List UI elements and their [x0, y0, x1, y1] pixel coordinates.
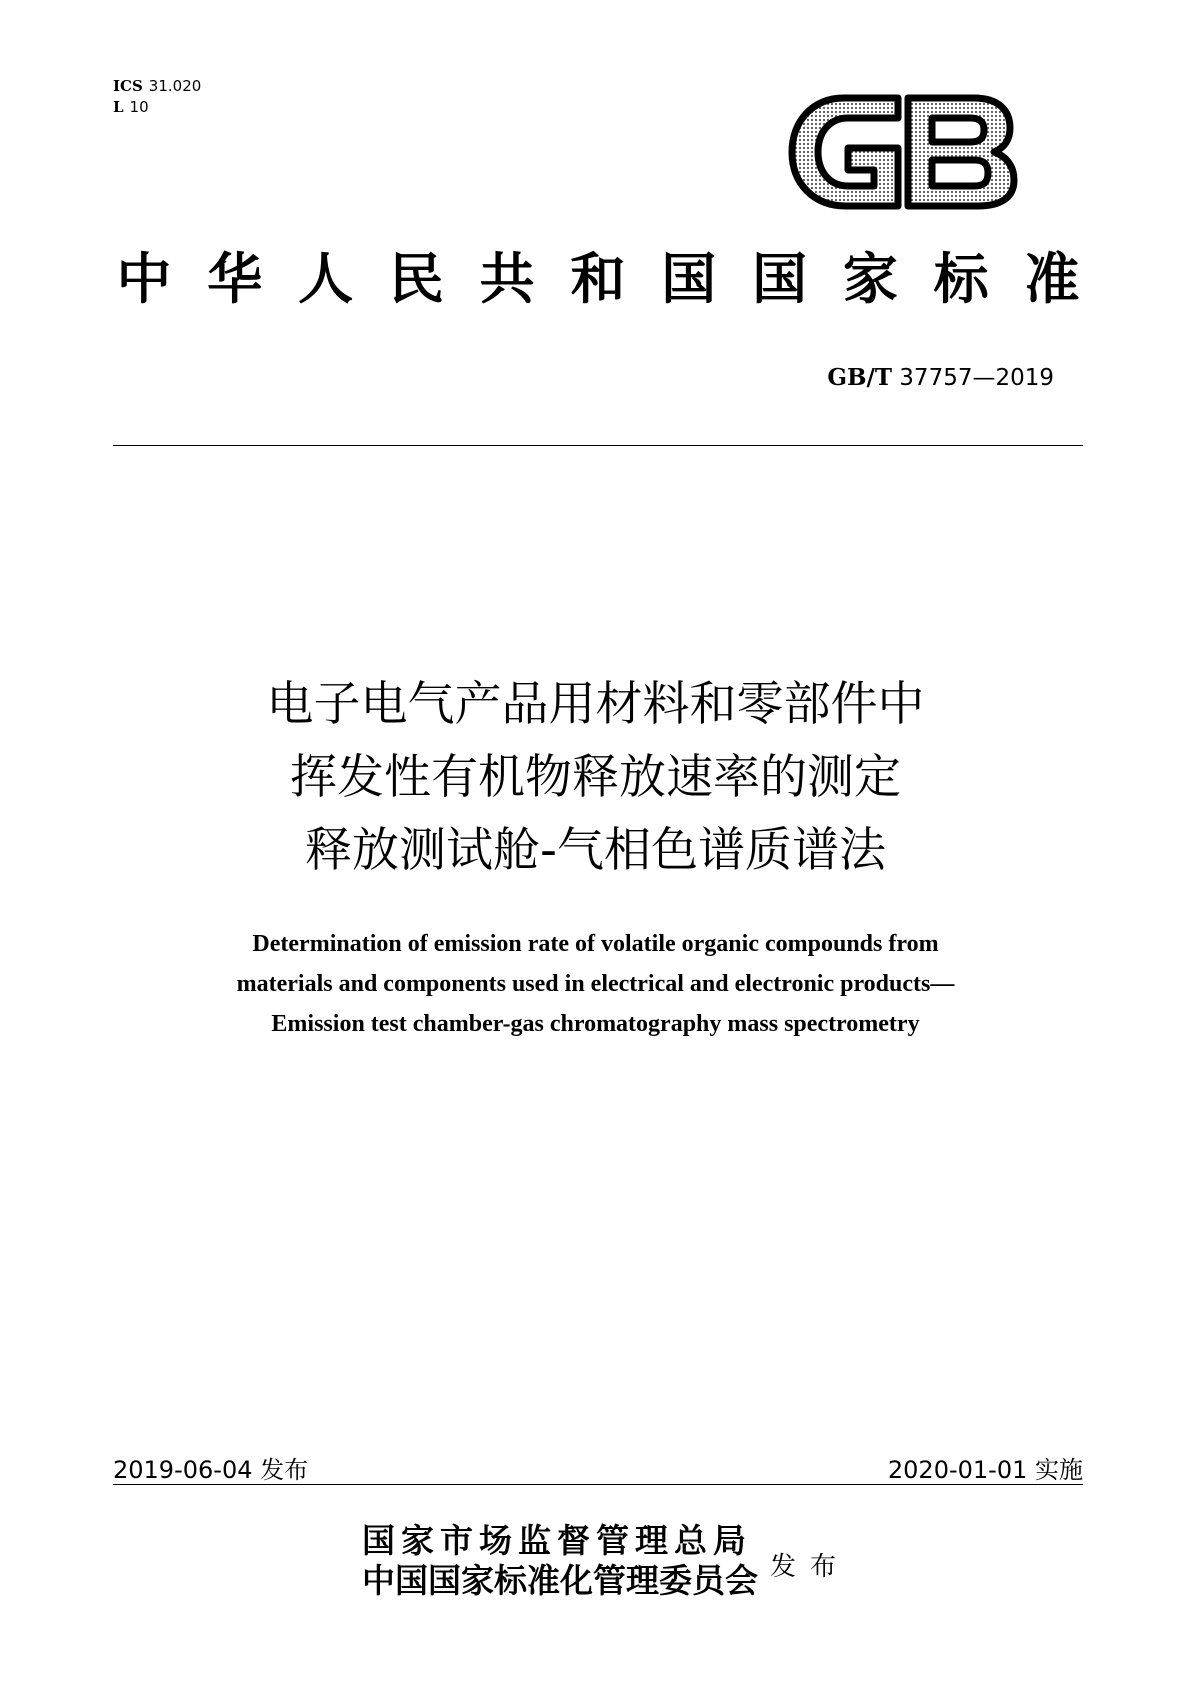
issuing-authorities — [362, 1521, 758, 1601]
implementation-date: 2020-01-01 实施 — [887, 1456, 1083, 1484]
heading-char: 和 — [570, 246, 626, 311]
heading-char: 民 — [388, 246, 444, 311]
publish-label: 发布 — [770, 1552, 851, 1582]
bottom-divider — [113, 1484, 1083, 1485]
top-divider — [113, 445, 1083, 446]
english-title-line: materials and components used in electrical and electronic products— — [236, 971, 955, 997]
classification-codes — [113, 76, 201, 118]
english-title — [0, 924, 1191, 1044]
heading-char: 共 — [479, 246, 535, 311]
issuer-sac: 中国国家标准化管理委员会 — [362, 1561, 758, 1600]
chinese-title — [0, 668, 1191, 887]
heading-char: 国 — [752, 246, 808, 311]
standard-number-value: 37757—2019 — [899, 365, 1054, 391]
heading-char: 准 — [1024, 246, 1080, 311]
heading-char: 人 — [298, 246, 354, 311]
ics-value: 31.020 — [148, 77, 202, 95]
heading-char: 华 — [207, 246, 263, 311]
english-title-line: Emission test chamber-gas chromatography mass spectrometry — [271, 1011, 920, 1037]
ccs-code — [113, 97, 201, 118]
heading-char: 国 — [661, 246, 717, 311]
ccs-label: L — [113, 98, 124, 116]
standard-number-prefix: GB/T — [827, 364, 892, 391]
chinese-title-line: 电子电气产品用材料和零部件中 — [266, 677, 925, 732]
ics-code — [113, 76, 201, 97]
english-title-line: Determination of emission rate of volatile organic compounds from — [252, 931, 939, 957]
heading-char: 标 — [933, 246, 989, 311]
issuer-samr: 国家市场监督管理总局 — [362, 1521, 752, 1560]
chinese-title-line: 释放测试舱-气相色谱质谱法 — [305, 823, 886, 878]
ccs-value: 10 — [129, 98, 149, 116]
issue-date: 2019-06-04 发布 — [113, 1456, 309, 1484]
heading-char: 家 — [842, 246, 898, 311]
standard-number — [827, 364, 1054, 391]
chinese-title-line: 挥发性有机物释放速率的测定 — [290, 750, 901, 805]
national-standard-heading — [113, 248, 1083, 310]
gb-logo — [786, 90, 1018, 214]
ics-label: ICS — [113, 77, 143, 95]
heading-char: 中 — [116, 246, 172, 311]
